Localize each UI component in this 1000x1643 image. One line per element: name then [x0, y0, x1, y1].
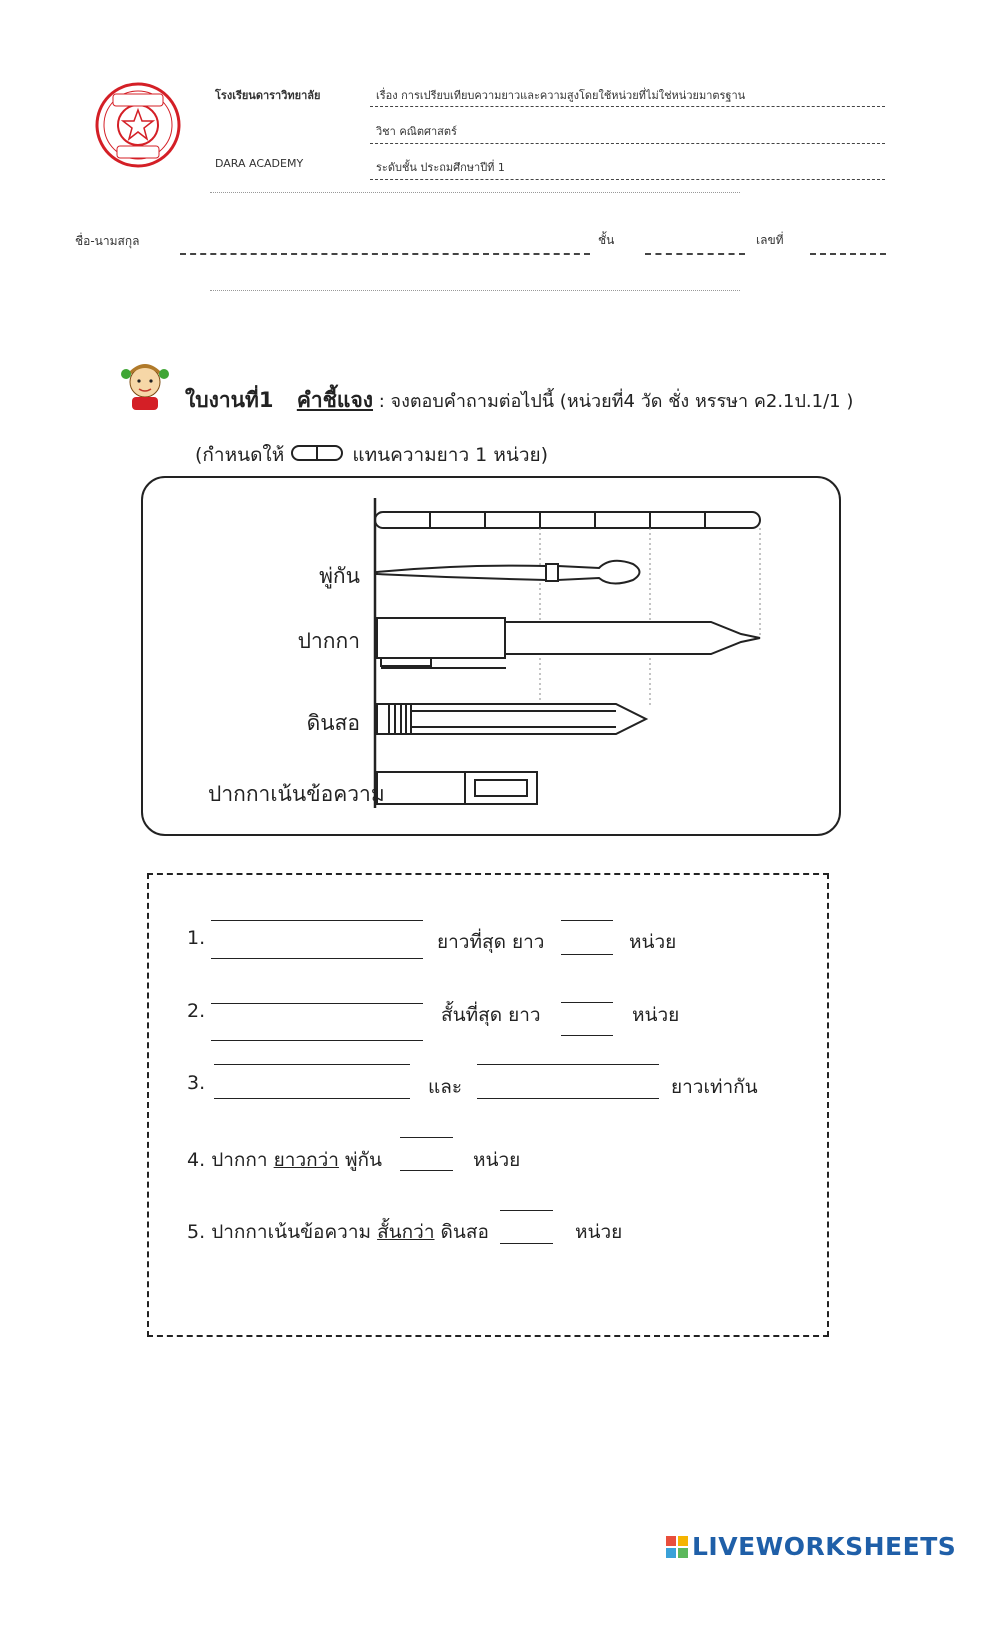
unit-note-after: แทนความยาว 1 หน่วย) [352, 444, 549, 466]
q2-number: 2. [187, 1000, 206, 1022]
q3-answer-a-top [214, 1064, 410, 1065]
subject-line [370, 143, 885, 144]
q4-sentence [187, 1145, 382, 1175]
q2-answer-top [211, 1003, 423, 1004]
number-label: เลขที่ [756, 233, 784, 247]
unit-note [195, 440, 548, 470]
subject-text: วิชา คณิตศาสตร์ [376, 125, 457, 138]
school-logo [95, 82, 181, 168]
label-paintbrush: พู่กัน [319, 564, 360, 588]
q2-unit: หน่วย [632, 1004, 680, 1026]
q3-answer-b-field[interactable] [477, 1098, 659, 1099]
label-pen: ปากกา [297, 629, 360, 653]
unit-note-before: (กำหนดให้ [195, 444, 285, 466]
q3-end: ยาวเท่ากัน [671, 1076, 758, 1098]
school-english-name: DARA ACADEMY [215, 157, 304, 170]
unit-capsule-icon [290, 443, 346, 468]
q1-answer-field[interactable] [211, 958, 423, 959]
q5-pre: ปากกาเน้นข้อความ [211, 1221, 378, 1243]
q5-unit: หน่วย [575, 1221, 623, 1243]
name-label: ชื่อ-นามสกุล [75, 234, 140, 248]
q5-unit-top [500, 1210, 553, 1211]
q3-number: 3. [187, 1072, 206, 1094]
q4-number: 4. [187, 1149, 206, 1171]
class-field[interactable] [645, 253, 745, 255]
header-divider [210, 192, 740, 193]
label-pencil: ดินสอ [306, 711, 360, 735]
q5-post: ดินสอ [434, 1221, 489, 1243]
q5-number: 5. [187, 1221, 206, 1243]
q5-key: สั้นกว่า [377, 1221, 435, 1243]
topic-text: เรื่อง การเปรียบเทียบความยาวและความสูงโดยใช้หน่วยที่ไม่ใช่หน่วยมาตรฐาน [376, 89, 746, 102]
highlighter-drawing [377, 772, 537, 804]
q4-key: ยาวกว่า [273, 1149, 339, 1171]
q2-text: สั้นที่สุด ยาว [441, 1004, 541, 1026]
level-text: ระดับชั้น ประถมศึกษาปีที่ 1 [376, 161, 505, 174]
pencil-drawing [377, 704, 646, 734]
class-label: ชั้น [598, 233, 615, 247]
q5-unit-field[interactable] [500, 1243, 553, 1244]
name-field[interactable] [180, 253, 590, 255]
q3-answer-a-field[interactable] [214, 1098, 410, 1099]
q3-answer-b-top [477, 1064, 659, 1065]
q2-unit-field[interactable] [561, 1035, 613, 1036]
q1-text: ยาวที่สุด ยาว [437, 931, 545, 953]
unit-capsule-row [375, 512, 760, 528]
worksheet-title-line [185, 384, 853, 417]
q1-unit: หน่วย [629, 931, 677, 953]
number-field[interactable] [810, 253, 886, 255]
paintbrush-drawing [377, 561, 640, 584]
q1-unit-field[interactable] [561, 954, 613, 955]
q4-unit-top [400, 1137, 453, 1138]
instruction-text: : จงตอบคำถามต่อไปนี้ (หน่วยที่4 วัด ชั่ง หรรษา ค2.1ป.1/1 ) [373, 391, 854, 412]
instruction-label: คำชี้แจง [296, 388, 374, 412]
topic-line [370, 106, 885, 107]
q1-unit-top [561, 920, 613, 921]
q2-answer-field[interactable] [211, 1040, 423, 1041]
q1-number: 1. [187, 927, 206, 949]
label-highlighter: ปากกาเน้นข้อความ [208, 782, 385, 806]
school-name: โรงเรียนดาราวิทยาลัย [215, 89, 321, 102]
q3-and: และ [428, 1076, 463, 1098]
girl-mascot-icon [117, 360, 173, 412]
q4-post: พู่กัน [338, 1149, 383, 1171]
q1-answer-top [211, 920, 423, 921]
worksheet-title: ใบงานที่1 [185, 388, 274, 412]
liveworksheets-brand: LIVEWORKSHEETS [692, 1532, 957, 1561]
liveworksheets-logo-icon [666, 1536, 688, 1558]
student-divider [210, 290, 740, 291]
q4-unit: หน่วย [473, 1149, 521, 1171]
q5-sentence [187, 1217, 489, 1247]
q2-unit-top [561, 1002, 613, 1003]
level-line [370, 179, 885, 180]
q4-unit-field[interactable] [400, 1170, 453, 1171]
pen-drawing [377, 618, 760, 668]
q4-pre: ปากกา [211, 1149, 274, 1171]
